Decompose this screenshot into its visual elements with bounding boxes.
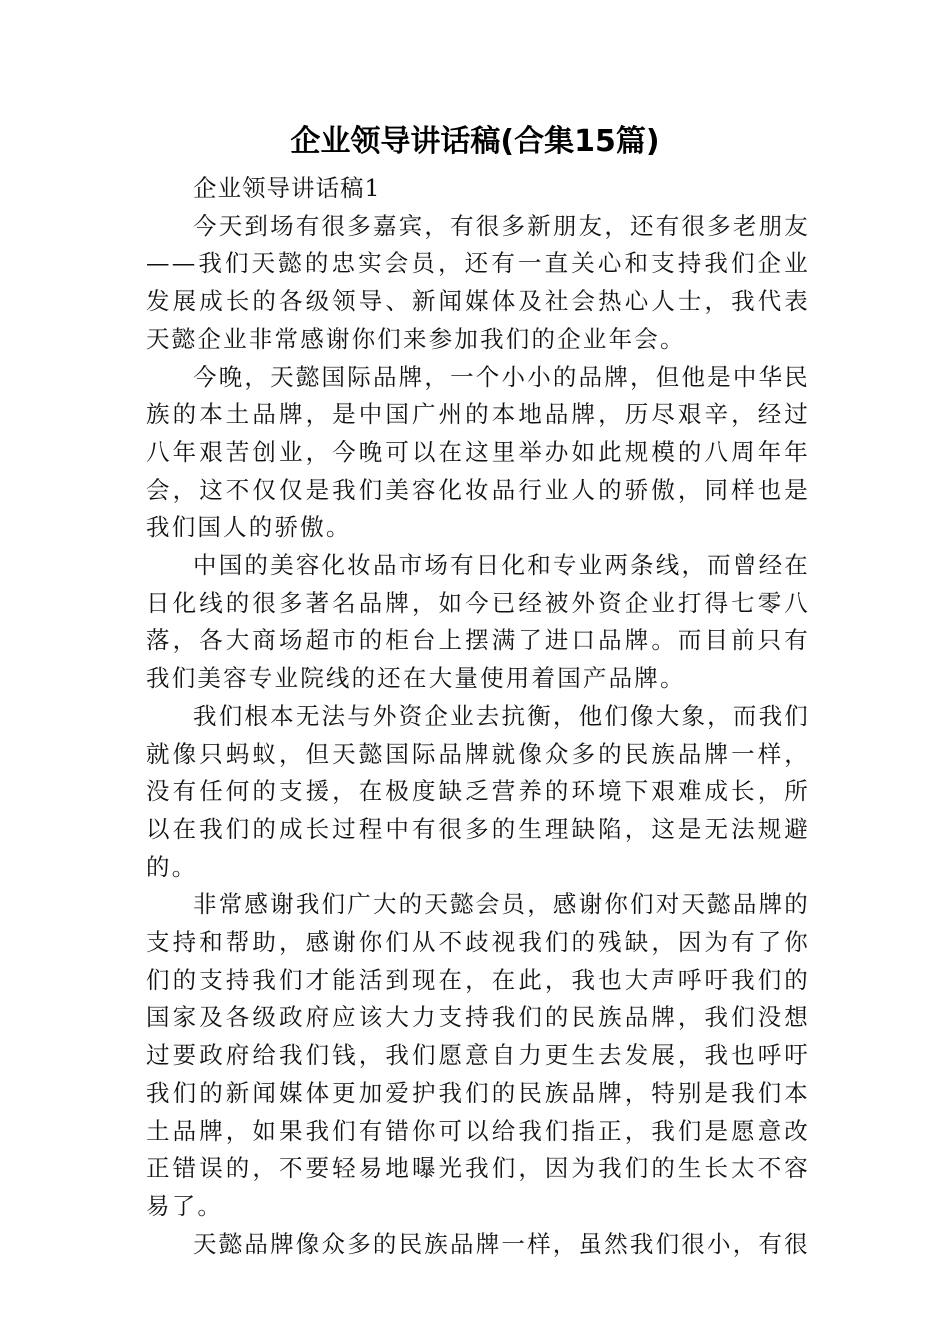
paragraph: 天懿品牌像众多的民族品牌一样，虽然我们很小，有很 bbox=[193, 1229, 810, 1258]
document-body bbox=[146, 170, 810, 1263]
paragraph: 非常感谢我们广大的天懿会员，感谢你们对天懿品牌的支持和帮助，感谢你们从不歧视我们的残缺，因为有了你们的支持我们才能活到现在，在此，我也大声呼吁我们的国家及各级政府应该大力支持我们的民族品牌，我们没想过要政府给我们钱，我们愿意自力更生去发展，我也呼吁我们的新闻媒体更加爱护我们的民族品牌，特别是我们本土品牌，如果我们有错你可以给我们指正，我们是愿意改正错误的，不要轻易地曝光我们，因为我们的生长太不容易了。 bbox=[146, 890, 810, 1220]
paragraph: 中国的美容化妆品市场有日化和专业两条线，而曾经在日化线的很多著名品牌，如今已经被外资企业打得七零八落，各大商场超市的柜台上摆满了进口品牌。而目前只有我们美容专业院线的还在大量使用着国产品牌。 bbox=[146, 551, 810, 693]
document-title: 企业领导讲话稿(合集15篇) bbox=[290, 124, 660, 159]
paragraph: 今天到场有很多嘉宾，有很多新朋友，还有很多老朋友——我们天懿的忠实会员，还有一直关心和支持我们企业发展成长的各级领导、新闻媒体及社会热心人士，我代表天懿企业非常感谢你们来参加我们的企业年会。 bbox=[146, 211, 810, 353]
paragraph: 我们根本无法与外资企业去抗衡，他们像大象，而我们就像只蚂蚁，但天懿国际品牌就像众多的民族品牌一样，没有任何的支援，在极度缺乏营养的环境下艰难成长，所以在我们的成长过程中有很多的生理缺陷，这是无法规避的。 bbox=[146, 701, 810, 881]
section-heading: 企业领导讲话稿1 bbox=[193, 174, 381, 202]
paragraph: 今晚，天懿国际品牌，一个小小的品牌，但他是中华民族的本土品牌，是中国广州的本地品牌，历尽艰辛，经过八年艰苦创业，今晚可以在这里举办如此规模的八周年年会，这不仅仅是我们美容化妆品行业人的骄傲，同样也是我们国人的骄傲。 bbox=[146, 362, 810, 542]
